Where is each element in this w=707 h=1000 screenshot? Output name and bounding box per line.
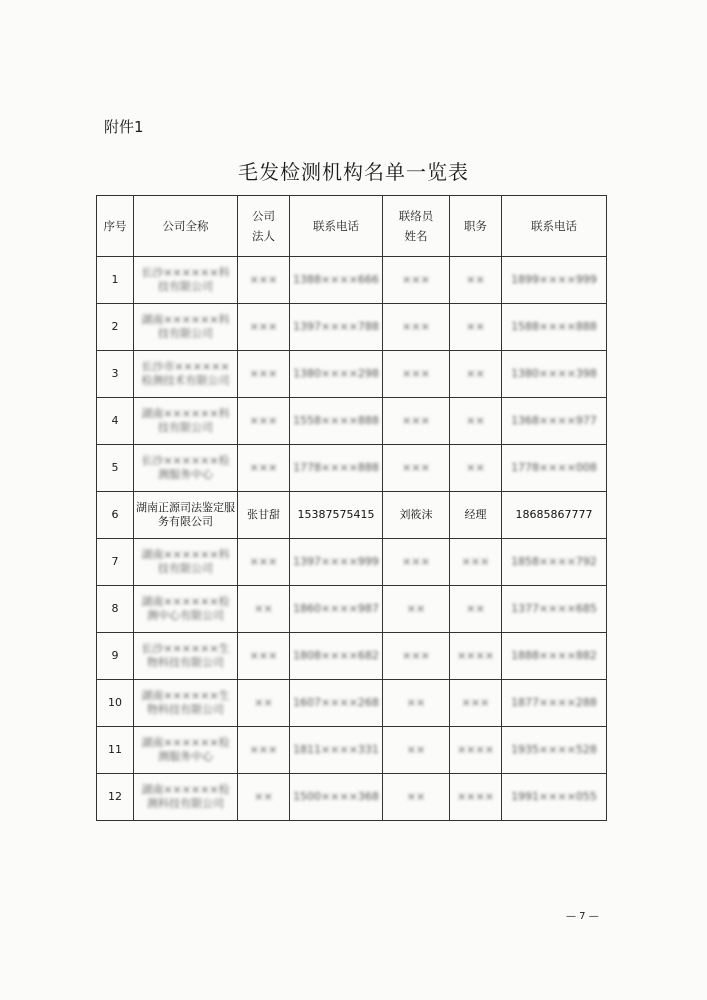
contact-name: ×××	[383, 398, 450, 445]
company-name: 长沙××××××检测服务中心	[134, 445, 238, 492]
contact-phone: 1899××××999	[502, 257, 607, 304]
attachment-label: 附件1	[104, 118, 144, 136]
contact-phone: 1858××××792	[502, 539, 607, 586]
row-index: 7	[97, 539, 134, 586]
row-index: 12	[97, 774, 134, 821]
phone: 1397××××999	[290, 539, 383, 586]
row-index: 5	[97, 445, 134, 492]
legal-person: ××	[238, 680, 290, 727]
contact-name: ×××	[383, 633, 450, 680]
page-title: 毛发检测机构名单一览表	[238, 160, 469, 184]
page-number: — 7 —	[566, 911, 599, 922]
contact-name: ××	[383, 727, 450, 774]
phone: 1811××××331	[290, 727, 383, 774]
company-name: 湖南××××××检测科技有限公司	[134, 774, 238, 821]
phone: 1388××××666	[290, 257, 383, 304]
phone: 1860××××987	[290, 586, 383, 633]
legal-person: ×××	[238, 351, 290, 398]
phone: 1380××××298	[290, 351, 383, 398]
contact-phone: 1877××××288	[502, 680, 607, 727]
table-row	[97, 398, 607, 445]
company-name: 湖南××××××检测中心有限公司	[134, 586, 238, 633]
phone: 1500××××368	[290, 774, 383, 821]
header-index: 序号	[97, 196, 134, 257]
contact-phone: 18685867777	[502, 492, 607, 539]
legal-person: ×××	[238, 398, 290, 445]
contact-name: ×××	[383, 351, 450, 398]
position: ××	[450, 351, 502, 398]
company-name: 长沙市××××××检测技术有限公司	[134, 351, 238, 398]
company-name: 长沙××××××生物科技有限公司	[134, 633, 238, 680]
header-company: 公司全称	[134, 196, 238, 257]
legal-person: ××	[238, 586, 290, 633]
contact-name: ××	[383, 586, 450, 633]
header-position: 职务	[450, 196, 502, 257]
company-name: 湖南××××××科技有限公司	[134, 398, 238, 445]
row-index: 6	[97, 492, 134, 539]
phone: 1607××××268	[290, 680, 383, 727]
contact-name: ×××	[383, 445, 450, 492]
contact-phone: 1888××××882	[502, 633, 607, 680]
position: ××	[450, 398, 502, 445]
contact-phone: 1935××××528	[502, 727, 607, 774]
row-index: 1	[97, 257, 134, 304]
legal-person: ×××	[238, 304, 290, 351]
row-index: 2	[97, 304, 134, 351]
legal-person: ×××	[238, 445, 290, 492]
company-name: 湖南××××××生物科技有限公司	[134, 680, 238, 727]
table-row	[97, 774, 607, 821]
table-row	[97, 351, 607, 398]
legal-person: ×××	[238, 539, 290, 586]
table-row	[97, 633, 607, 680]
contact-phone: 1380××××398	[502, 351, 607, 398]
table-header-row	[97, 196, 607, 257]
legal-person: ×××	[238, 257, 290, 304]
position: ××××	[450, 774, 502, 821]
header-phone: 联系电话	[290, 196, 383, 257]
table-row	[97, 586, 607, 633]
table-row	[97, 304, 607, 351]
legal-person: 张甘甜	[238, 492, 290, 539]
phone: 1558××××888	[290, 398, 383, 445]
row-index: 4	[97, 398, 134, 445]
table-row	[97, 727, 607, 774]
company-name: 湖南××××××科技有限公司	[134, 539, 238, 586]
institution-table	[96, 195, 607, 821]
contact-phone: 1778××××008	[502, 445, 607, 492]
position: ×××	[450, 539, 502, 586]
company-name: 长沙××××××科技有限公司	[134, 257, 238, 304]
position: ××	[450, 257, 502, 304]
contact-name: ×××	[383, 304, 450, 351]
row-index: 11	[97, 727, 134, 774]
row-index: 3	[97, 351, 134, 398]
phone: 1808××××682	[290, 633, 383, 680]
contact-name: ×××	[383, 539, 450, 586]
phone: 15387575415	[290, 492, 383, 539]
row-index: 10	[97, 680, 134, 727]
table-row	[97, 680, 607, 727]
contact-name: 刘筱沫	[383, 492, 450, 539]
row-index: 8	[97, 586, 134, 633]
position: ×××	[450, 680, 502, 727]
contact-phone: 1991××××055	[502, 774, 607, 821]
contact-name: ××	[383, 774, 450, 821]
table-row	[97, 492, 607, 539]
table-row	[97, 539, 607, 586]
header-contact-name: 联络员姓名	[383, 196, 450, 257]
position: ××××	[450, 727, 502, 774]
company-name: 湖南××××××科技有限公司	[134, 304, 238, 351]
header-legal-person: 公司法人	[238, 196, 290, 257]
contact-phone: 1377××××685	[502, 586, 607, 633]
position: ××××	[450, 633, 502, 680]
position: 经理	[450, 492, 502, 539]
table-row	[97, 445, 607, 492]
position: ××	[450, 586, 502, 633]
contact-name: ×××	[383, 257, 450, 304]
legal-person: ××	[238, 774, 290, 821]
position: ××	[450, 304, 502, 351]
header-contact-phone: 联系电话	[502, 196, 607, 257]
contact-name: ××	[383, 680, 450, 727]
table-row	[97, 257, 607, 304]
legal-person: ×××	[238, 727, 290, 774]
position: ××	[450, 445, 502, 492]
legal-person: ×××	[238, 633, 290, 680]
contact-phone: 1588××××888	[502, 304, 607, 351]
company-name: 湖南正源司法鉴定服务有限公司	[134, 492, 238, 539]
phone: 1778××××888	[290, 445, 383, 492]
company-name: 湖南××××××检测服务中心	[134, 727, 238, 774]
phone: 1397××××788	[290, 304, 383, 351]
row-index: 9	[97, 633, 134, 680]
contact-phone: 1368××××977	[502, 398, 607, 445]
